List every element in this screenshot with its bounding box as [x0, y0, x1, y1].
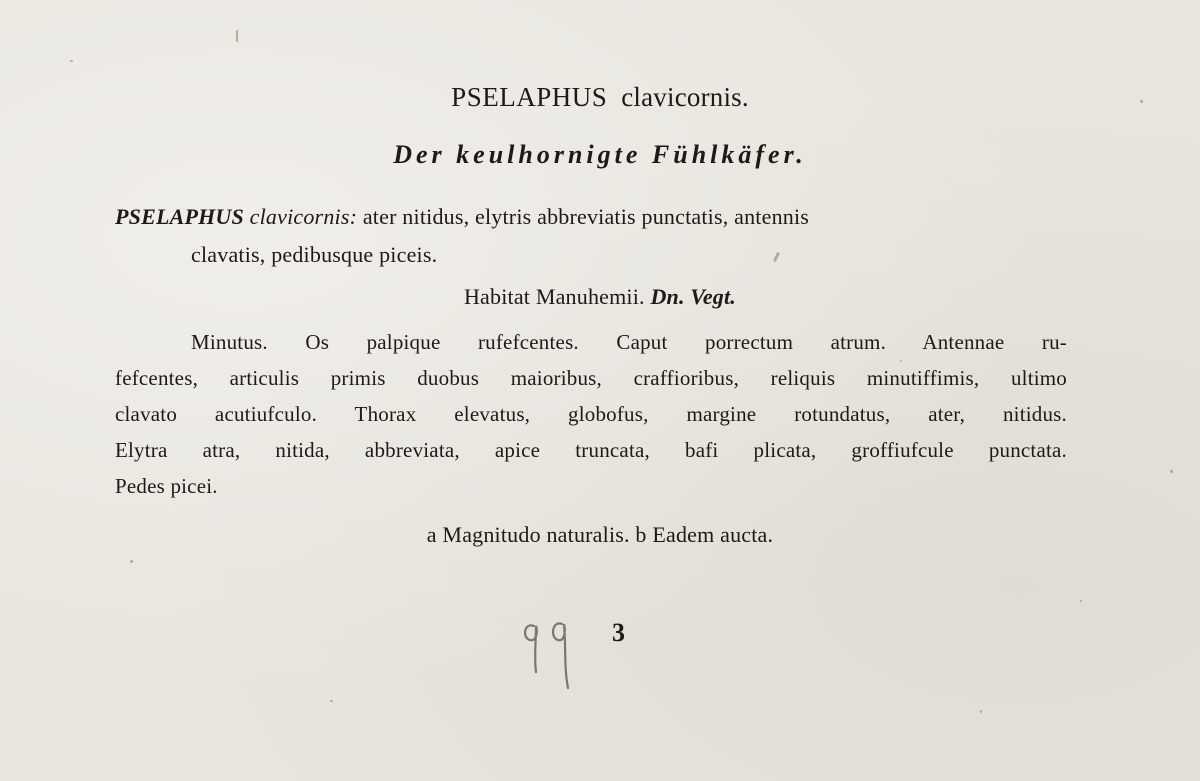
- diagnosis-genus: PSELAPHUS: [115, 204, 244, 229]
- page-subtitle: Der keulhornigte Fühlkäfer.: [393, 140, 807, 169]
- page-title: [0, 82, 1200, 113]
- paper-speck: [236, 30, 238, 42]
- diagnosis-colon: :: [349, 204, 358, 229]
- paper-speck: [900, 360, 902, 362]
- paper-speck: [330, 700, 333, 702]
- description-line: Elytra atra, nitida, abbreviata, apice truncata, bafi plicata, groffiufcule punctata.: [115, 438, 1067, 462]
- title-species: clavicornis.: [621, 82, 749, 112]
- description-line: clavato acutiufculo. Thorax elevatus, globofus, margine rotundatus, ater, nitidus.: [115, 402, 1067, 426]
- paper-speck: [773, 252, 780, 262]
- habitat-text: Habitat Manuhemii.: [463, 284, 645, 309]
- title-genus: PSELAPHUS: [451, 82, 608, 112]
- handwritten-note: [518, 612, 582, 692]
- description-line: Minutus. Os palpique rufefcentes. Caput porrectum atrum. Antennae ru-: [191, 330, 1067, 354]
- paper-speck: [980, 710, 982, 713]
- habitat-author: Dn. Vegt.: [650, 284, 737, 309]
- paper-speck: [70, 60, 73, 62]
- paper-speck: [1080, 600, 1082, 602]
- diagnosis-species: clavicornis: [249, 204, 350, 229]
- diagnosis-line-2: clavatis, pedibusque piceis.: [191, 242, 438, 267]
- diagnosis-text: ater nitidus, elytris abbreviatis punctatis, antennis: [362, 204, 810, 229]
- description-line: fefcentes, articulis primis duobus maioribus, craffioribus, reliquis minutiffimis, ultimo: [115, 366, 1067, 390]
- habitat-line: [0, 284, 1200, 310]
- diagnosis-line-1: [115, 204, 1065, 230]
- page-number: 3: [612, 618, 626, 647]
- figure-caption: a Magnitudo naturalis. b Eadem aucta.: [426, 522, 774, 547]
- paper-speck: [1170, 470, 1173, 473]
- description-line: Pedes picei.: [115, 474, 218, 498]
- paper-speck: [130, 560, 133, 563]
